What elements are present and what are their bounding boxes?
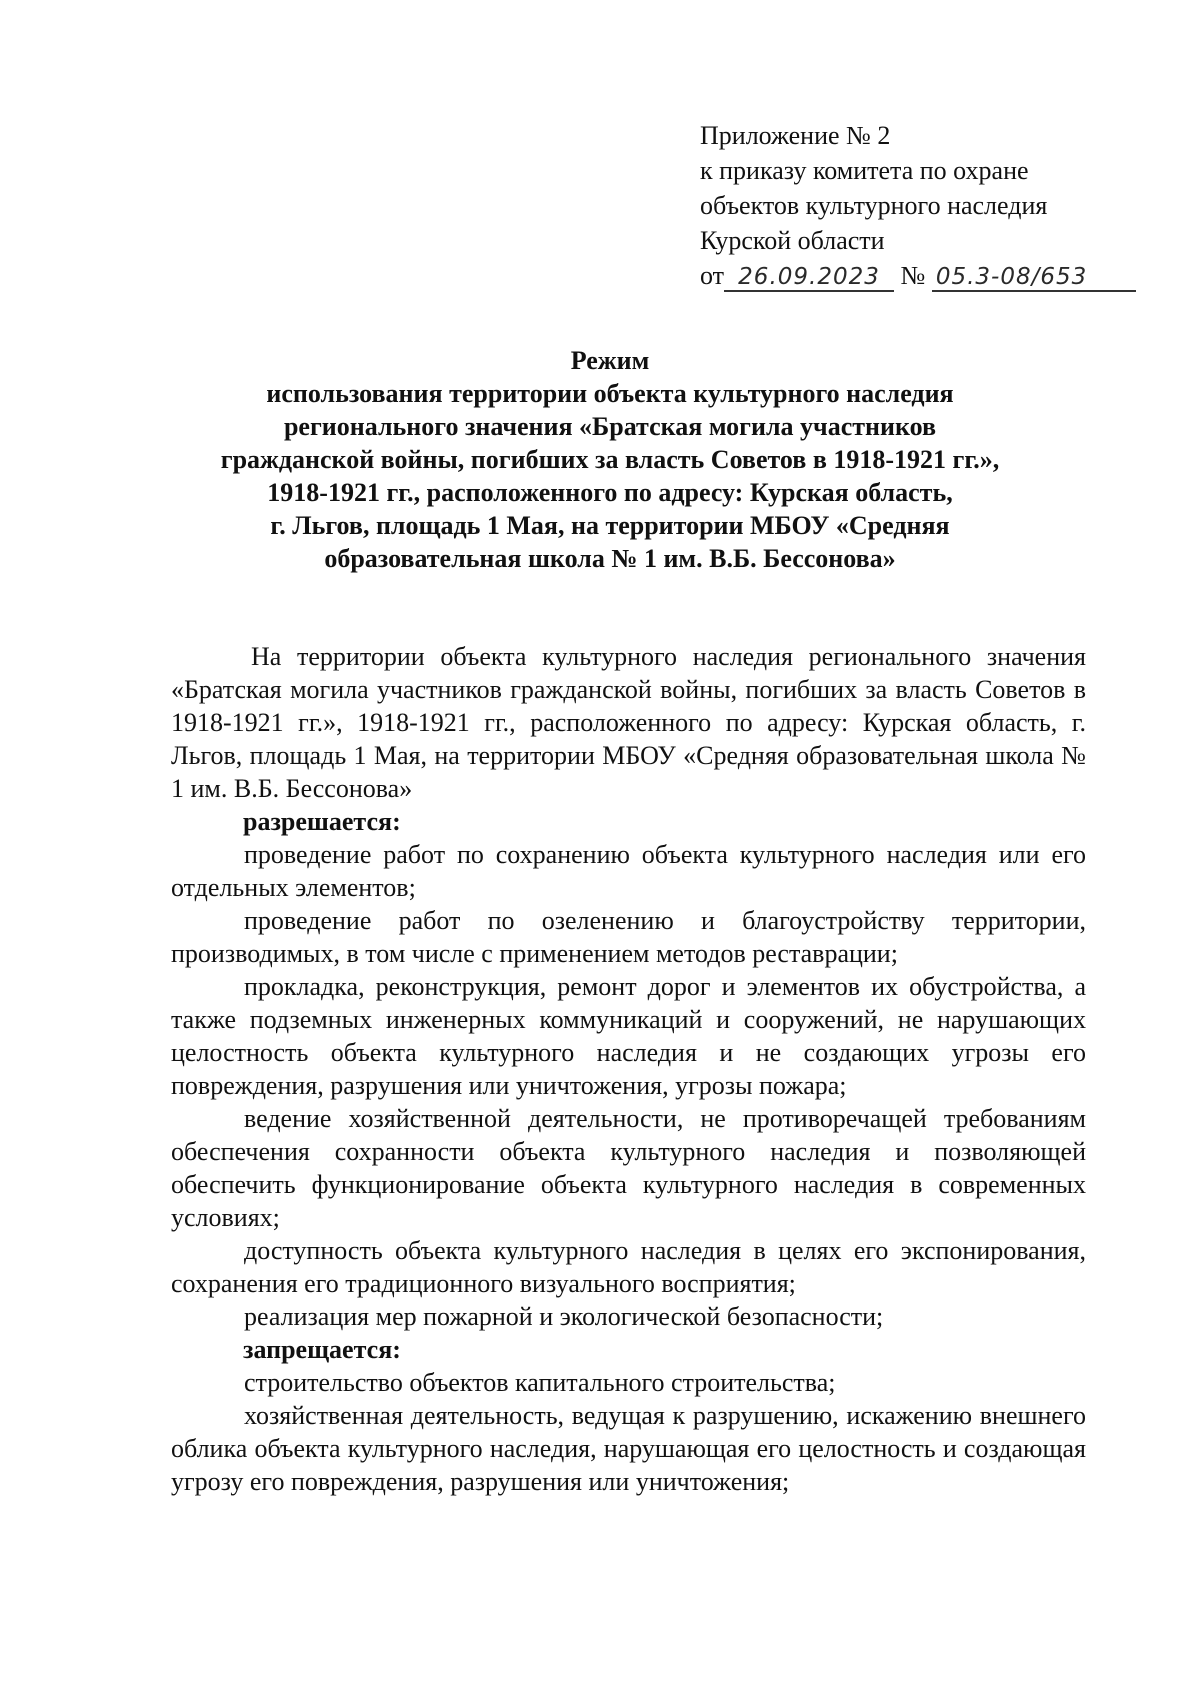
title-line: использования территории объекта культурного наследия xyxy=(266,379,954,408)
title-line: Режим xyxy=(570,346,650,375)
handwritten-date: 26.09.2023 xyxy=(724,264,894,292)
allowed-heading: разрешается: xyxy=(243,807,401,836)
date-prefix: от xyxy=(700,261,725,290)
allowed-item: ведение хозяйственной деятельности, не противоречащей требованиям обеспечения сохранности объекта культурного наследия и позволяющей обеспечить функционирование объекта культурного наследия в современных условиях; xyxy=(171,1104,1086,1232)
forbidden-item: строительство объектов капитального строительства; xyxy=(244,1368,836,1397)
appendix-line-3: объектов культурного наследия xyxy=(700,191,1048,220)
handwritten-order-number: 05.3-08/653 xyxy=(932,264,1136,292)
appendix-line-2: к приказу комитета по охране xyxy=(700,156,1029,185)
allowed-item: проведение работ по озеленению и благоустройству территории, производимых, в том числе с применением методов реставрации; xyxy=(171,906,1086,968)
allowed-item: проведение работ по сохранению объекта культурного наследия или его отдельных элементов; xyxy=(171,840,1086,902)
forbidden-item: хозяйственная деятельность, ведущая к разрушению, искажению внешнего облика объекта культурного наследия, нарушающая его целостность и создающая угрозу его повреждения, разрушения или уничтожения; xyxy=(171,1401,1086,1496)
document-body xyxy=(171,640,1086,1498)
title-line: гражданской войны, погибших за власть Советов в 1918-1921 гг.», xyxy=(220,445,1000,474)
title-line: 1918-1921 гг., расположенного по адресу: Курская область, xyxy=(267,478,953,507)
number-prefix: № xyxy=(900,261,926,290)
title-line: образовательная школа № 1 им. В.Б. Бессонова» xyxy=(324,544,896,573)
intro-paragraph: На территории объекта культурного наследия регионального значения «Братская могила участников гражданской войны, погибших за власть Советов в 1918-1921 гг.», 1918-1921 гг., расположенного по адресу: Курская область, г. Льгов, площадь 1 Мая, на территории МБОУ «Средняя образовательная школа № 1 им. В.Б. Бессонова» xyxy=(171,642,1086,803)
appendix-line-4: Курской области xyxy=(700,226,885,255)
appendix-header xyxy=(700,118,1136,293)
title-line: г. Льгов, площадь 1 Мая, на территории МБОУ «Средняя xyxy=(270,511,950,540)
title-line: регионального значения «Братская могила участников xyxy=(283,412,937,441)
order-date-number-line xyxy=(700,258,1136,293)
allowed-item: прокладка, реконструкция, ремонт дорог и элементов их обустройства, а также подземных инженерных коммуникаций и сооружений, не нарушающих целостность объекта культурного наследия и не создающих угрозы его повреждения, разрушения или уничтожения, угрозы пожара; xyxy=(171,972,1086,1100)
document-title xyxy=(160,344,1060,575)
allowed-item: доступность объекта культурного наследия в целях его экспонирования, сохранения его традиционного визуального восприятия; xyxy=(171,1236,1086,1298)
forbidden-heading: запрещается: xyxy=(243,1335,401,1364)
allowed-item: реализация мер пожарной и экологической безопасности; xyxy=(244,1302,884,1331)
appendix-line-1: Приложение № 2 xyxy=(700,121,891,150)
